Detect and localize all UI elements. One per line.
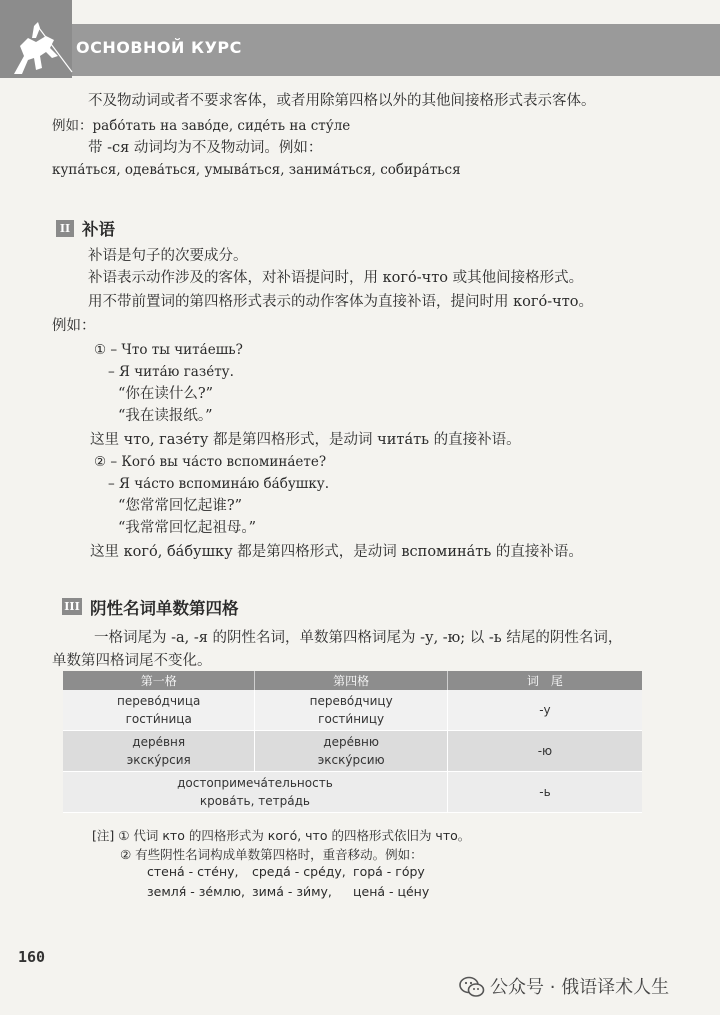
dialogue-question: ① – Что ты чита́ешь? <box>94 342 243 358</box>
table-cell-ending: -ь <box>447 772 642 813</box>
dialogue-answer: – Я чита́ю газе́ту. <box>108 364 234 380</box>
noun-nominative: перево́дчица <box>117 694 201 708</box>
noun-unchanged: крова́ть, тетра́дь <box>199 794 310 808</box>
translation-line: “你在读什么?” <box>118 386 214 402</box>
translation-line: “我在读报纸。” <box>118 408 213 424</box>
translation-line: “我常常回忆起祖母。” <box>118 520 257 536</box>
section-title: 阴性名词单数第四格 <box>90 599 239 618</box>
table-row <box>63 772 642 813</box>
horse-rider-icon <box>6 16 76 78</box>
noun-nominative: дере́вня <box>132 735 186 749</box>
table-header-accusative: 第四格 <box>255 671 447 690</box>
noun-nominative: экску́рсия <box>126 753 191 767</box>
paragraph-line: 不及物动词或者不要求客体，或者用除第四格以外的其他间接格形式表示客体。 <box>88 93 596 109</box>
stress-example: гора́ - го́ру <box>353 864 425 879</box>
course-title: ОСНОВНОЙ КУРС <box>76 38 242 57</box>
note-line: ② 有些阴性名词构成单数第四格时，重音移动。例如： <box>120 847 423 862</box>
noun-accusative: экску́рсию <box>317 753 385 767</box>
paragraph-line: 一格词尾为 -а, -я 的阴性名词，单数第四格词尾为 -у, -ю; 以 -ь 结尾的阴性名词， <box>94 630 623 646</box>
dialogue-question: ② – Кого́ вы ча́сто вспомина́ете? <box>94 454 327 470</box>
stress-example: стена́ - сте́ну, <box>147 864 239 879</box>
stress-example: среда́ - сре́ду, <box>252 864 346 879</box>
table-header-ending: 词 尾 <box>447 671 642 690</box>
stress-example: земля́ - зе́млю, <box>147 884 245 899</box>
example-line: купа́ться, одева́ться, умыва́ться, занима́ться, собира́ться <box>52 162 461 178</box>
paragraph-line: 例如： <box>52 318 96 334</box>
paragraph-line: 补语表示动作涉及的客体，对补语提问时，用 кого́-что 或其他间接格形式。 <box>88 270 584 286</box>
table-cell-merged <box>63 772 447 813</box>
table-row <box>63 731 642 772</box>
stress-example: зима́ - зи́му, <box>252 884 332 899</box>
explanation-line: 这里 что, газе́ту 都是第四格形式，是动词 чита́ть 的直接补语。 <box>90 432 521 448</box>
paragraph-line: 带 -ся 动词均为不及物动词。例如： <box>88 140 323 156</box>
noun-accusative: дере́вню <box>323 735 379 749</box>
declension-table <box>63 671 642 813</box>
example-line: 例如：рабо́тать на заво́де, сиде́ть на сту́ле <box>52 118 351 134</box>
noun-nominative: гости́ница <box>125 712 192 726</box>
noun-unchanged: достопримеча́тельность <box>177 776 333 790</box>
table-cell <box>255 731 447 772</box>
table-cell <box>63 690 255 731</box>
table-cell-ending: -у <box>447 690 642 731</box>
page-number: 160 <box>18 948 46 966</box>
noun-accusative: перево́дчицу <box>309 694 393 708</box>
section-title: 补语 <box>82 220 115 239</box>
watermark-text: 公众号 · 俄语译术人生 <box>490 977 670 998</box>
table-row <box>63 690 642 731</box>
note-line: [注] ① 代词 кто 的四格形式为 кого́, что 的四格形式依旧为 что。 <box>92 828 471 843</box>
stress-example: цена́ - це́ну <box>353 884 430 899</box>
wechat-icon <box>458 975 486 999</box>
section-number: III <box>62 598 82 615</box>
page-header <box>0 0 720 78</box>
table-cell <box>255 690 447 731</box>
table-cell <box>63 731 255 772</box>
table-cell-ending: -ю <box>447 731 642 772</box>
noun-accusative: гости́ницу <box>318 712 385 726</box>
dialogue-answer: – Я ча́сто вспомина́ю ба́бушку. <box>108 476 330 492</box>
translation-line: “您常常回忆起谁?” <box>118 498 243 514</box>
explanation-line: 这里 кого́, ба́бушку 都是第四格形式，是动词 вспомина́ть 的直接补语。 <box>90 544 583 560</box>
paragraph-line: 补语是句子的次要成分。 <box>88 248 248 264</box>
section-number: II <box>56 220 74 237</box>
paragraph-line: 单数第四格词尾不变化。 <box>52 653 212 669</box>
table-header-nominative: 第一格 <box>63 671 255 690</box>
paragraph-line: 用不带前置词的第四格形式表示的动作客体为直接补语，提问时用 кого́-что。 <box>88 294 593 310</box>
